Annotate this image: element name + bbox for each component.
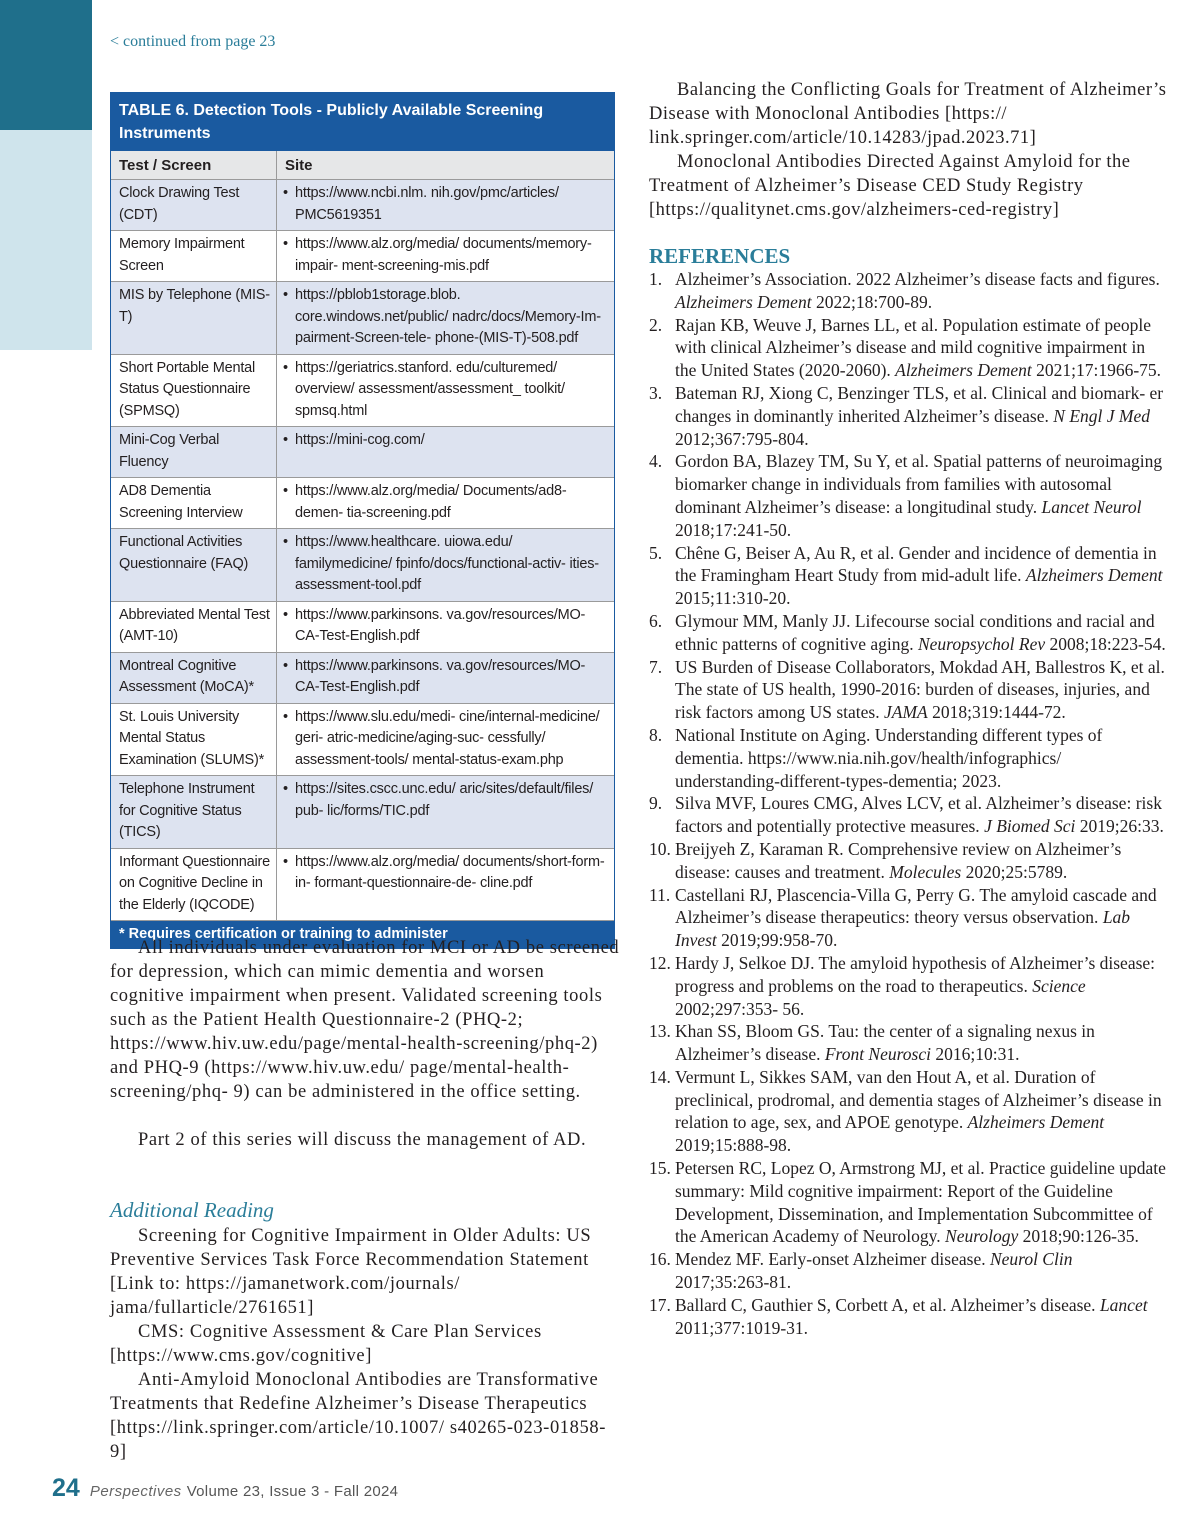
reference-number: 6. — [649, 610, 663, 631]
reference-text: Hardy J, Selkoe DJ. The amyloid hypothesis of Alzheimer’s disease: progress and problems on the road to therapeutics. — [675, 952, 1156, 996]
table-row — [111, 478, 614, 529]
detection-tools-table — [110, 92, 615, 949]
reference-item — [649, 610, 1169, 656]
reference-number: 7. — [649, 656, 663, 677]
bullet-icon: • — [283, 432, 288, 448]
reference-text: Mendez MF. Early-onset Alzheimer disease. — [675, 1249, 986, 1270]
table-row — [111, 180, 614, 231]
body-text-left — [110, 936, 620, 1152]
bullet-icon: • — [283, 534, 288, 550]
test-name-cell: MIS by Telephone (MIS-T) — [111, 282, 277, 354]
bullet-icon: • — [283, 483, 288, 499]
test-name-cell: Abbreviated Mental Test (AMT-10) — [111, 602, 277, 652]
reference-journal: Lab Invest — [675, 907, 1131, 951]
site-cell — [277, 653, 614, 703]
side-color-bar-light — [0, 130, 92, 350]
site-cell — [277, 427, 614, 477]
reference-item — [649, 656, 1169, 724]
reference-item — [649, 952, 1169, 1020]
site-link[interactable]: https://pblob1storage.blob. core.windows.net/public/ nadrc/docs/Memory-Im- pairment-Screen-tele- phone-(MIS-T)-508.pdf — [295, 287, 601, 346]
table-row — [111, 849, 614, 922]
bullet-icon: • — [283, 606, 288, 623]
additional-reading-item: CMS: Cognitive Assessment & Care Plan Services [https://www.cms.gov/cognitive] — [110, 1322, 542, 1366]
test-name-cell: Memory Impairment Screen — [111, 231, 277, 281]
reference-citation: 2008;18:223-54. — [1049, 633, 1166, 654]
reference-number: 14. — [649, 1066, 671, 1087]
table-row — [111, 427, 614, 478]
site-cell — [277, 231, 614, 281]
reference-number: 12. — [649, 952, 671, 973]
reference-text: National Institute on Aging. Understanding different types of dementia. https://www.nia.nih.gov/health/infographics/ understanding-different-types-dementia; 2023. — [675, 724, 1103, 791]
reference-journal: Alzheimers Dement — [967, 1112, 1105, 1133]
reference-journal: N Engl J Med — [1053, 405, 1150, 426]
site-link[interactable]: https://sites.cscc.unc.edu/ aric/sites/default/files/ pub- lic/forms/TIC.pdf — [295, 781, 594, 819]
reference-item — [649, 1066, 1169, 1157]
reference-text: Ballard C, Gauthier S, Corbett A, et al. Alzheimer’s disease. — [675, 1294, 1096, 1315]
reference-number: 1. — [649, 269, 663, 289]
site-link[interactable]: https://www.alz.org/media/ Documents/ad8-demen- tia-screening.pdf — [295, 483, 567, 521]
reference-citation: 2015;11:310-20. — [675, 588, 791, 609]
reference-number: 2. — [649, 314, 663, 335]
site-cell — [277, 704, 614, 776]
reference-item — [649, 792, 1169, 838]
reference-number: 3. — [649, 382, 663, 403]
reference-item — [649, 1020, 1169, 1066]
reference-number: 15. — [649, 1158, 671, 1179]
reference-journal: Alzheimers Dement — [895, 360, 1032, 381]
continued-note: < continued from page 23 — [110, 33, 276, 50]
reference-text: Castellani RJ, Plascencia-Villa G, Perry G. The amyloid cascade and Alzheimer’s disease therapeutics: theory versus observation. — [675, 884, 1157, 928]
reference-text: Gordon BA, Blazey TM, Su Y, et al. Spatial patterns of neuroimaging biomarker change in individuals from families with autosomal dominant Alzheimer’s disease: a longitudinal study. — [675, 451, 1163, 517]
table-row — [111, 653, 614, 704]
reference-citation: 2019;15:888-98. — [675, 1135, 792, 1156]
reference-citation: 2019;99:958-70. — [721, 930, 838, 951]
additional-reading-item: Screening for Cognitive Impairment in Older Adults: US Preventive Services Task Force Recommendation Statement [Link to: https://jamanetwork.com/journals/ jama/fullarticle/2761651] — [110, 1226, 592, 1318]
reference-citation: 2019;26:33. — [1079, 816, 1164, 837]
reference-journal: Alzheimers Dement — [1025, 565, 1163, 586]
journal-name: Perspectives — [89, 1483, 182, 1500]
reference-text: Glymour MM, Manly JJ. Lifecourse social conditions and racial and ethnic patterns of cognitive aging. — [675, 610, 1155, 654]
reference-item — [649, 268, 1169, 314]
table-row — [111, 602, 614, 653]
site-link[interactable]: https://www.slu.edu/medi- cine/internal-medicine/ geri- atric-medicine/aging-suc- cessfully/ assessment-tools/ mental-status-exam.php — [295, 708, 600, 768]
reference-item — [649, 724, 1169, 792]
references-list — [649, 268, 1169, 1339]
paragraph-depression-screening: All individuals under evaluation for MCI or AD be screened for depression, which can mimic dementia and worsen cognitive impairment when present. Validated screening tools such as the Patient Health Questionnaire-2 (PHQ-2; https://www.hiv.uw.edu/page/mental-health-screening/phq-2) and PHQ-9 (https://www.hiv.uw.edu/ page/mental-health-screening/phq- 9) can be administered in the office setting. — [110, 938, 620, 1102]
test-name-cell: Telephone Instrument for Cognitive Status (TICS) — [111, 776, 277, 848]
reference-text: US Burden of Disease Collaborators, Mokdad AH, Ballestros K, et al. The state of US health, 1990-2016: burden of diseases, injuries, and risk factors among US states. — [675, 656, 1165, 723]
reference-item — [649, 884, 1169, 952]
test-name-cell: Informant Questionnaire on Cognitive Decline in the Elderly (IQCODE) — [111, 849, 277, 921]
additional-reading-continued — [649, 78, 1169, 222]
reference-citation: 2022;18:700-89. — [815, 291, 933, 312]
reference-item — [649, 382, 1169, 450]
site-cell — [277, 282, 614, 354]
site-cell — [277, 355, 614, 427]
reference-journal: Neuropsychol Rev — [917, 633, 1046, 654]
reference-number: 4. — [649, 451, 663, 472]
site-cell — [277, 849, 614, 921]
column-header-test: Test / Screen — [111, 151, 277, 179]
reference-journal: Lancet Neurol — [1041, 496, 1142, 517]
column-header-site: Site — [285, 156, 313, 174]
site-cell — [277, 602, 614, 652]
reference-journal: Molecules — [889, 861, 962, 882]
reference-number: 10. — [649, 838, 671, 859]
bullet-icon: • — [283, 185, 288, 201]
reference-citation: 2018;319:1444-72. — [932, 702, 1066, 723]
reference-number: 5. — [649, 542, 663, 563]
reference-journal: Science — [1032, 975, 1086, 996]
reference-text: Bateman RJ, Xiong C, Benzinger TLS, et al. Clinical and biomark- er changes in dominantly inherited Alzheimer’s disease. — [675, 382, 1164, 426]
reference-number: 13. — [649, 1021, 671, 1042]
reference-citation: 2002;297:353- 56. — [675, 998, 805, 1019]
site-link[interactable]: https://www.parkinsons. va.gov/resources/MO-CA-Test-English.pdf — [295, 606, 586, 644]
reference-text: Khan SS, Bloom GS. Tau: the center of a signaling nexus in Alzheimer’s disease. — [675, 1021, 1095, 1065]
reference-citation: 2011;377:1019-31. — [675, 1317, 809, 1338]
reference-citation: 2021;17:1966-75. — [1036, 360, 1162, 381]
reference-item — [649, 1248, 1169, 1294]
site-cell — [277, 478, 614, 528]
reference-item — [649, 1157, 1169, 1248]
side-color-bar — [0, 0, 92, 130]
table-body — [111, 180, 614, 921]
reference-citation: 2016;10:31. — [935, 1044, 1020, 1065]
issue-info: Volume 23, Issue 3 - Fall 2024 — [186, 1483, 399, 1500]
reference-citation: 2018;90:126-35. — [1022, 1226, 1139, 1247]
reference-text: Alzheimer’s Association. 2022 Alzheimer’s disease facts and figures. — [675, 269, 1160, 289]
reference-journal: Alzheimers Dement — [675, 291, 812, 312]
reference-text: Vermunt L, Sikkes SAM, van den Hout A, et al. Duration of preclinical, prodromal, and dementia stages of Alzheimer’s disease in relation to age, sex, and APOE genotype. — [675, 1066, 1162, 1133]
table-footnote: * Requires certification or training to administer — [111, 921, 614, 948]
references-heading: REFERENCES — [649, 244, 791, 268]
reference-number: 11. — [649, 884, 671, 905]
bullet-icon: • — [283, 236, 288, 252]
reference-number: 9. — [649, 793, 663, 814]
table-row — [111, 704, 614, 777]
table-row — [111, 529, 614, 602]
reference-text: Petersen RC, Lopez O, Armstrong MJ, et al. Practice guideline update summary: Mild cognitive impairment: Report of the Guideline Development, Dissemination, and Implementation Subcommittee of the American Academy of Neurology. — [675, 1158, 1166, 1247]
reference-journal: JAMA — [884, 702, 928, 723]
reference-item — [649, 542, 1169, 610]
site-link[interactable]: https://www.alz.org/media/ documents/memory-impair- ment-screening-mis.pdf — [295, 236, 592, 274]
reference-number: 16. — [649, 1249, 671, 1270]
reference-number: 8. — [649, 724, 663, 745]
reference-number: 17. — [649, 1294, 671, 1315]
page-footer — [52, 1474, 398, 1503]
bullet-icon: • — [283, 781, 288, 797]
table-row — [111, 776, 614, 849]
reference-journal: Neurology — [945, 1226, 1019, 1247]
reference-item — [649, 838, 1169, 884]
test-name-cell: Mini-Cog Verbal Fluency — [111, 427, 277, 477]
reference-journal: Lancet — [1099, 1294, 1148, 1315]
site-cell — [277, 180, 614, 230]
additional-reading-list — [110, 1224, 620, 1464]
reference-citation: 2017;35:263-81. — [675, 1272, 792, 1293]
reference-journal: J Biomed Sci — [984, 816, 1076, 837]
reference-citation: 2018;17:241-50. — [675, 519, 792, 540]
bullet-icon: • — [283, 708, 288, 725]
table-header-row — [111, 151, 614, 180]
table-title: TABLE 6. Detection Tools - Publicly Available Screening Instruments — [111, 93, 614, 151]
additional-reading-heading: Additional Reading — [110, 1198, 274, 1222]
test-name-cell: Short Portable Mental Status Questionnaire (SPMSQ) — [111, 355, 277, 427]
reference-journal: Front Neurosci — [824, 1044, 931, 1065]
site-link[interactable]: https://www.ncbi.nlm. nih.gov/pmc/articles/ PMC5619351 — [295, 185, 559, 223]
reference-text: Breijyeh Z, Karaman R. Comprehensive review on Alzheimer’s disease: causes and treatment. — [675, 838, 1122, 882]
test-name-cell: AD8 Dementia Screening Interview — [111, 478, 277, 528]
paragraph-part2: Part 2 of this series will discuss the management of AD. — [138, 1130, 587, 1150]
site-link[interactable]: https://www.healthcare. uiowa.edu/ familymedicine/ fpinfo/docs/functional-activ- ities-assessment-tool.pdf — [295, 534, 599, 593]
site-link[interactable]: https://geriatrics.stanford. edu/culturemed/ overview/ assessment/assessment_ toolkit/ spmsq.html — [295, 359, 565, 419]
test-name-cell: St. Louis University Mental Status Examination (SLUMS)* — [111, 704, 277, 776]
reference-text: Silva MVF, Loures CMG, Alves LCV, et al. Alzheimer’s disease: risk factors and potentially protective measures. — [675, 793, 1162, 837]
additional-reading-item: Anti-Amyloid Monoclonal Antibodies are Transformative Treatments that Redefine Alzheimer’s Disease Therapeutics [https://link.springer.com/article/10.1007/ s40265-023-01858-9] — [110, 1370, 606, 1462]
test-name-cell: Clock Drawing Test (CDT) — [111, 180, 277, 230]
reference-item — [649, 314, 1169, 382]
reference-journal: Neurol Clin — [989, 1249, 1073, 1270]
bullet-icon: • — [283, 359, 288, 376]
reference-item — [649, 1294, 1169, 1340]
additional-reading-item: Monoclonal Antibodies Directed Against Amyloid for the Treatment of Alzheimer’s Disease CED Study Registry [https://qualitynet.cms.gov/alzheimers-ced-registry] — [649, 152, 1131, 220]
reference-item — [649, 450, 1169, 541]
additional-reading-item: Balancing the Conflicting Goals for Treatment of Alzheimer’s Disease with Monoclonal Antibodies [https:// link.springer.com/article/10.14283/jpad.2023.71] — [649, 80, 1167, 148]
bullet-icon: • — [283, 657, 288, 674]
test-name-cell: Functional Activities Questionnaire (FAQ) — [111, 529, 277, 601]
page-number: 24 — [52, 1474, 80, 1502]
bullet-icon: • — [283, 287, 288, 303]
table-row — [111, 231, 614, 282]
table-row — [111, 355, 614, 428]
reference-citation: 2012;367:795-804. — [675, 428, 809, 449]
site-link[interactable]: https://www.alz.org/media/ documents/short-form-in- formant-questionnaire-de- cline.pdf — [295, 853, 605, 891]
reference-text: Chêne G, Beiser A, Au R, et al. Gender and incidence of dementia in the Framingham Heart Study from mid-adult life. — [675, 542, 1157, 586]
site-link[interactable]: https://www.parkinsons. va.gov/resources/MO-CA-Test-English.pdf — [295, 657, 586, 695]
bullet-icon: • — [283, 853, 288, 870]
table-row — [111, 282, 614, 355]
site-link[interactable]: https://mini-cog.com/ — [295, 432, 425, 448]
test-name-cell: Montreal Cognitive Assessment (MoCA)* — [111, 653, 277, 703]
site-cell — [277, 776, 614, 848]
reference-citation: 2020;25:5789. — [965, 861, 1068, 882]
reference-text: Rajan KB, Weuve J, Barnes LL, et al. Population estimate of people with clinical Alzheimer’s disease and mild cognitive impairment in the United States (2020-2060). — [675, 314, 1152, 381]
site-cell — [277, 529, 614, 601]
